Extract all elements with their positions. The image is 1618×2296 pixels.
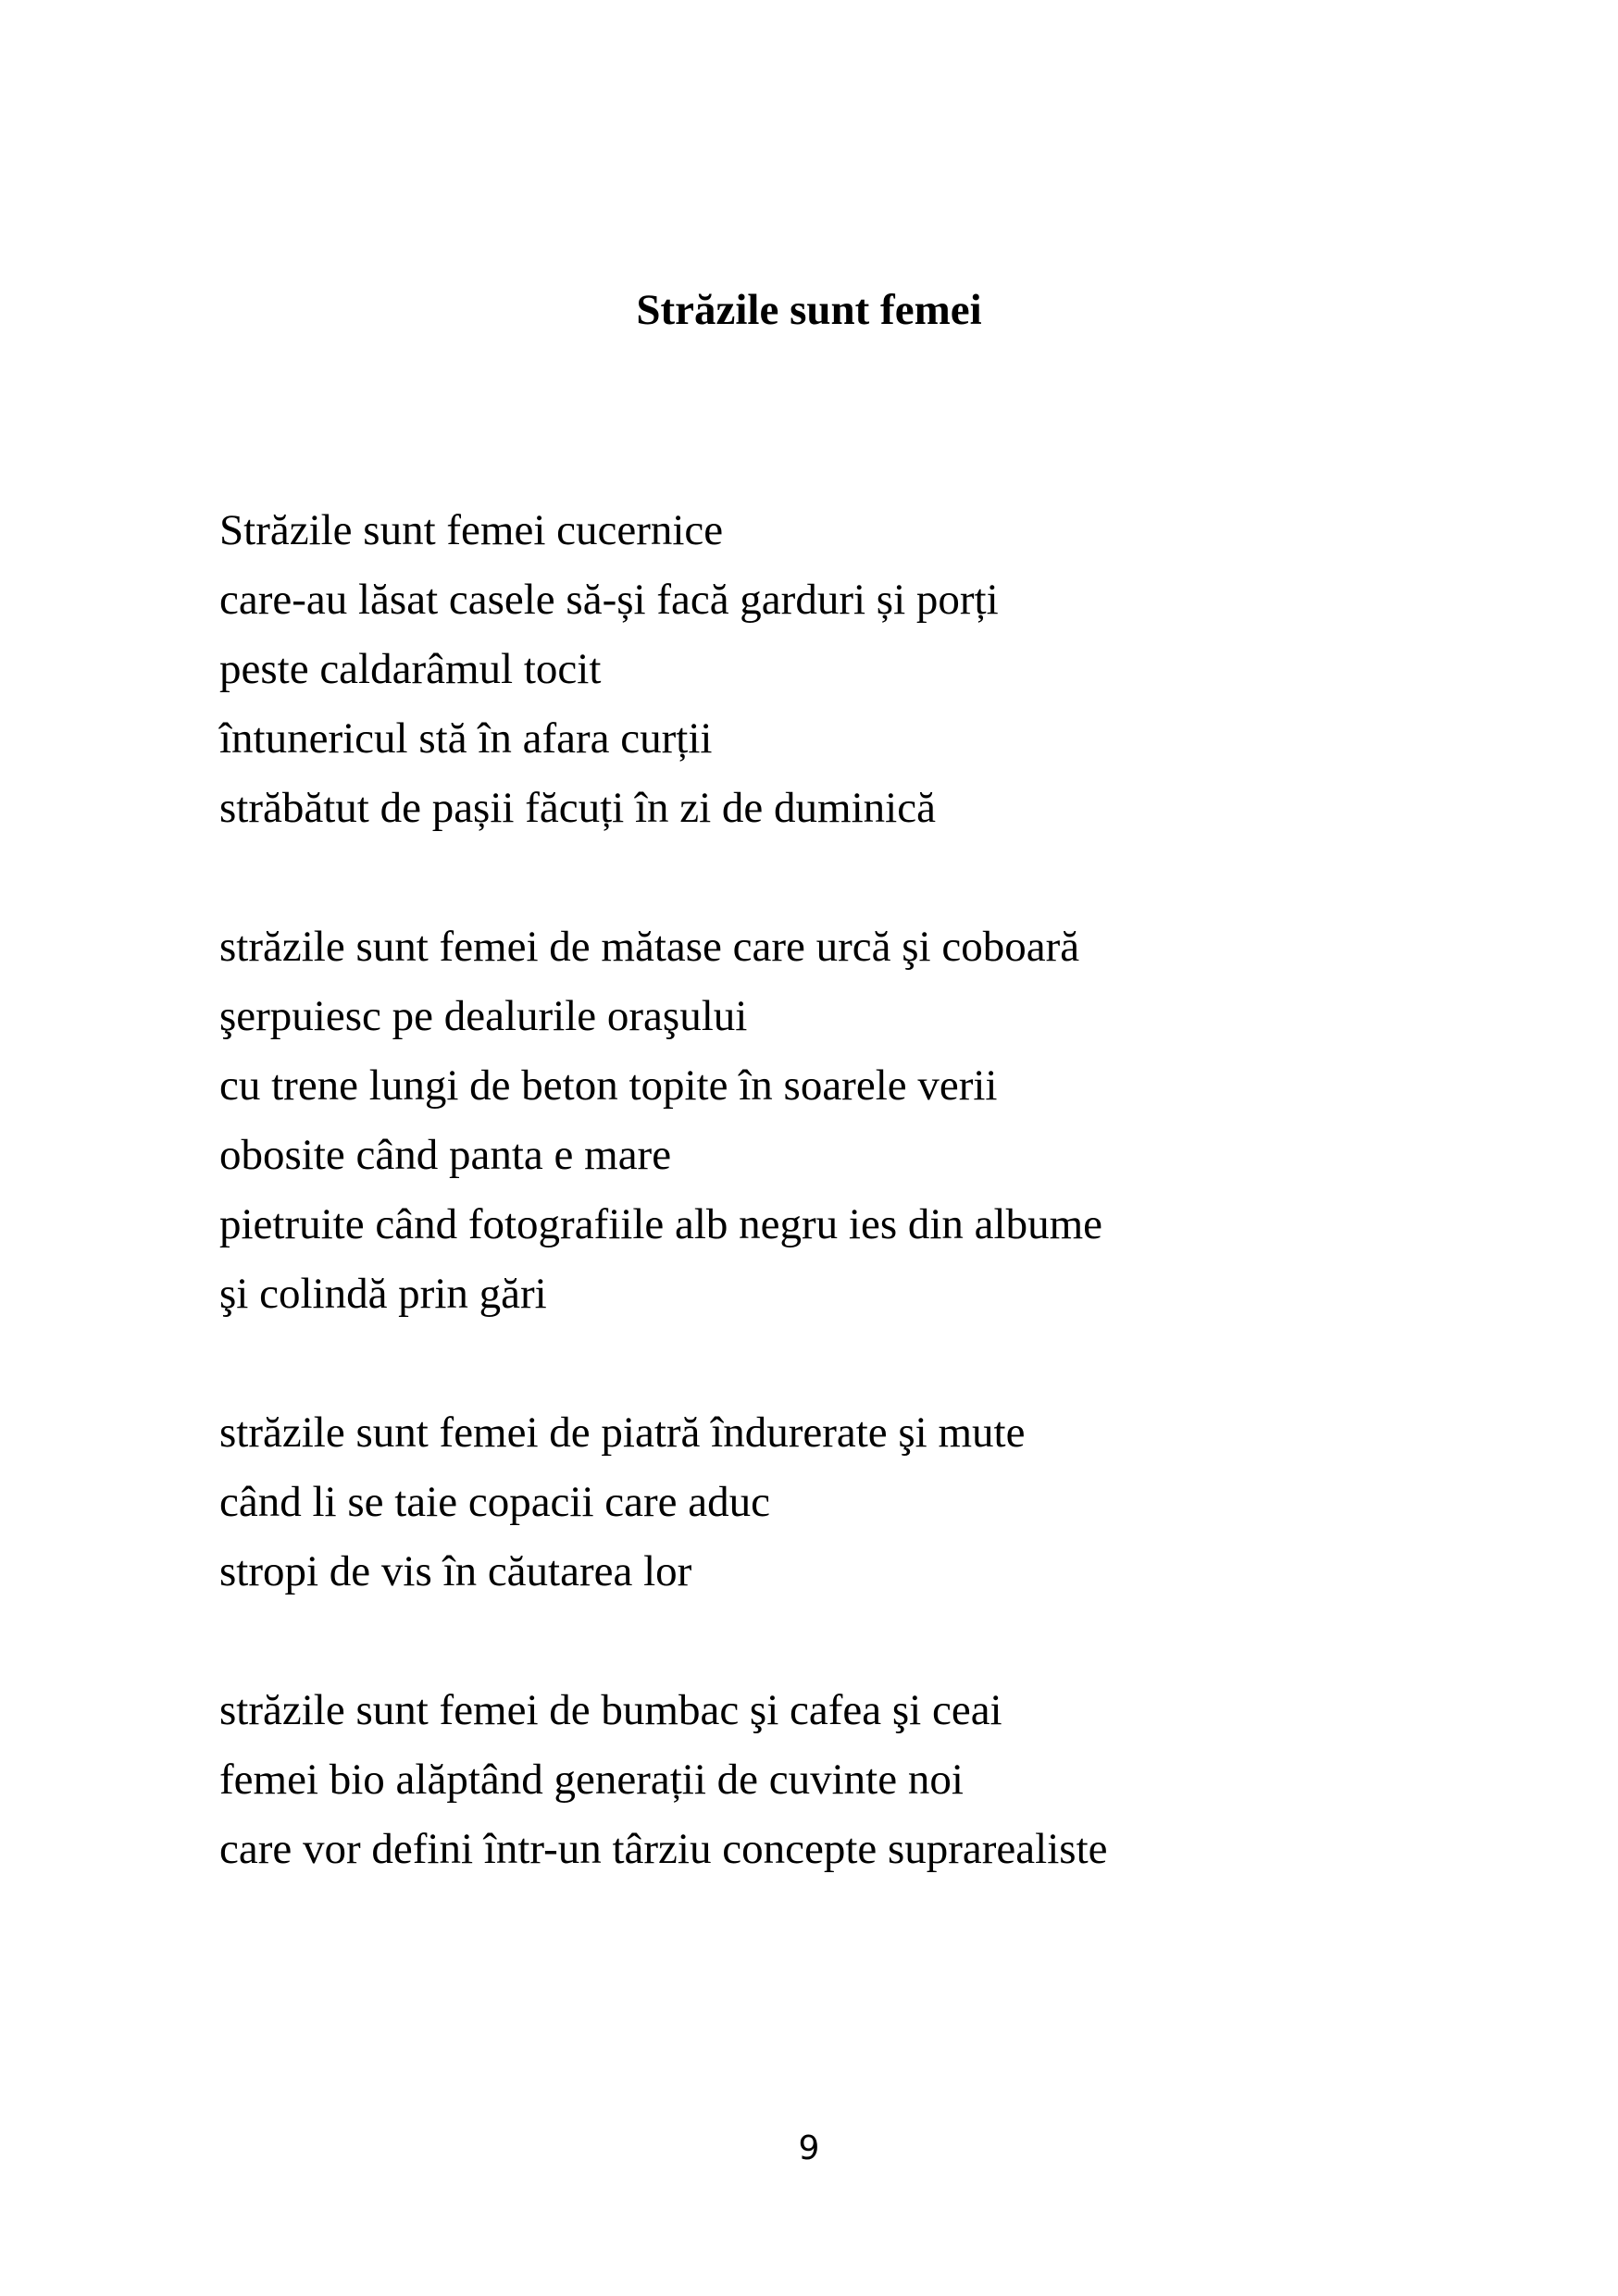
poem-line: străzile sunt femei de bumbac şi cafea şi ceai (219, 1686, 1002, 1734)
stanza-1 (219, 496, 1562, 843)
stanza-2 (219, 912, 1562, 1329)
poem-line: femei bio alăptând generații de cuvinte noi (219, 1756, 964, 1804)
stanza-4 (219, 1676, 1562, 1884)
poem-line: întunericul stă în afara curții (219, 714, 713, 763)
poem-line: stropi de vis în căutarea lor (219, 1547, 692, 1595)
poem-title: Străzile sunt femei (636, 286, 982, 334)
poem-line: când li se taie copacii care aduc (219, 1478, 770, 1526)
poem-line: străzile sunt femei de piatră îndurerate şi mute (219, 1409, 1026, 1457)
stanza-3 (219, 1398, 1562, 1607)
poem-line: Străzile sunt femei cucernice (219, 506, 724, 554)
page-number: 9 (798, 2129, 820, 2167)
poem-line: peste caldarâmul tocit (219, 645, 602, 693)
poem-line: şi colindă prin gări (219, 1270, 547, 1318)
poem-body (219, 496, 1562, 1954)
poem-line: şerpuiesc pe dealurile oraşului (219, 992, 748, 1040)
poem-line: care vor defini într-un târziu concepte suprarealiste (219, 1825, 1108, 1873)
poem-line: pietruite când fotografiile alb negru ies din albume (219, 1200, 1103, 1248)
poem-line: străzile sunt femei de mătase care urcă şi coboară (219, 923, 1080, 971)
poem-line: cu trene lungi de beton topite în soarele verii (219, 1061, 998, 1110)
poem-line: obosite când panta e mare (219, 1131, 672, 1179)
poem-line: străbătut de pașii făcuți în zi de duminică (219, 784, 936, 832)
poem-line: care-au lăsat casele să-și facă garduri și porți (219, 576, 999, 624)
